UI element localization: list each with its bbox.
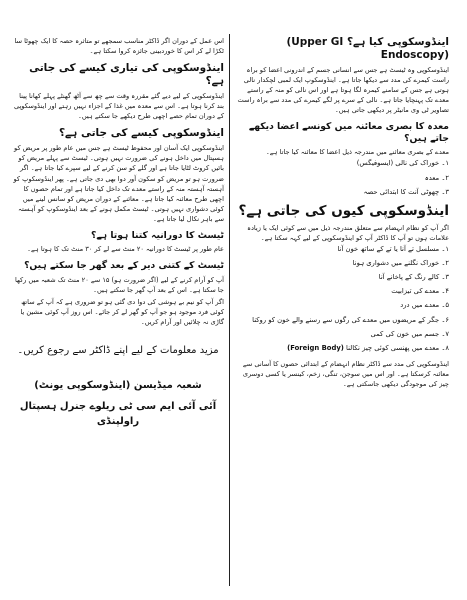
list-item: ۱۔ مسلسل تے آنا یا تے کے ساتھ خون آنا [337, 244, 449, 253]
footer [12, 343, 224, 430]
department-name: شعبہ میڈیسن (اینڈوسکوپی یونٹ) [34, 379, 202, 391]
more-info-text: مزید معلومات کے لیے اپنے ڈاکٹر سے رجوع کریں۔ [17, 344, 219, 356]
foreign-body-urdu: ۸۔ معدے میں پھنسی کوئی چیز نکالنا [346, 343, 449, 352]
column-divider [229, 34, 230, 586]
list-item: ۶۔ جگر کے مریضوں میں معدے کی رگوں سے رسنے والے خون کو روکنا [252, 315, 449, 324]
list-item: ۱۔ خوراک کی نالی (ایسوفیگس) [356, 159, 449, 168]
right-column [237, 36, 449, 391]
list-item: ۵۔ معدے میں درد [400, 301, 449, 310]
why-heading: اینڈوسکوپی کیوں کی جاتی ہے؟ [238, 202, 449, 219]
list-item: ۷۔ جسم میں خون کی کمی [370, 329, 449, 338]
duration-paragraph: عام طور پر ٹیسٹ کا دورانیہ ۲۰ منٹ سے لے کر ۳۰ منٹ تک کا ہوتا ہے۔ [27, 245, 224, 254]
list-item: ۲۔ معدہ [424, 173, 449, 182]
prep-heading: اینڈوسکوپی کی تیاری کیسے کی جاتی ہے؟ [29, 62, 224, 88]
title-urdu: اینڈوسکوپی کیا ہے؟ [346, 36, 449, 48]
organs-heading: معدہ کا بصری معائنہ میں کونسے اعضا دیکھے جاتے ہیں؟ [248, 121, 449, 144]
list-item: ۳۔ چھوٹی آنت کا ابتدائی حصہ [363, 187, 449, 196]
prep-paragraph: اینڈوسکوپی کے لیے دیے گئے مقررہ وقت سے چھ سے آٹھ گھنٹے پہلے کھانا پینا بند کرنا ہوتا ہے۔ اس سے معدہ میں غذا کے اجزاء نہیں رہتے اور اینڈوسکوپی کے دوران تمام حصے اچھی طرح دیکھے جا سکتے ہیں۔ [13, 92, 224, 121]
organs-intro: معدے کے بصری معائنے میں مندرجہ ذیل اعضا کا معائنہ کیا جاتا ہے۔ [265, 148, 449, 157]
how-paragraph: اینڈوسکوپی ایک آسان اور محفوظ ٹیسٹ ہے جس میں عام طور پر مریض کو ہسپتال میں داخل ہونے کی ضرورت نہیں ہوتی۔ ٹیسٹ سے پہلے مریض کو بائیں کروٹ لٹایا جاتا ہے اور گلے کو سن کرنے کے لیے سپرے کیا جاتا ہے۔ اگر ضرورت ہو تو مریض کو سکون آور دوا بھی دی جاتی ہے۔ پھر اینڈوسکوپ کو آہستہ آہستہ منہ کے راستے معدے تک داخل کیا جاتا ہے اور تمام حصوں کا اچھی طرح معائنہ کیا جاتا ہے۔ معائنے کے دوران مریض کو سانس لینے میں کوئی دشواری نہیں ہوتی۔ ٹیسٹ مکمل ہونے کے بعد اینڈوسکوپ کو آہستہ سے باہر نکال لیا جاتا ہے۔ [13, 144, 224, 223]
after-paragraph-1: آپ کو آرام کرنے کے لیے (اگر ضرورت ہو) ۱۵ سے ۲۰ منٹ تک شعبہ میں رکھا جا سکتا ہے۔ اس کے بعد آپ گھر جا سکتے ہیں۔ [14, 275, 224, 294]
why-intro: اگر آپ کو نظام انہضام سے متعلق مندرجہ ذیل میں سے کوئی ایک یا زیادہ علامات ہوں تو آپ کا ڈاکٹر آپ کو اینڈوسکوپی کے لیے کہہ سکتا ہے۔ [247, 223, 449, 242]
biopsy-note: اس عمل کے دوران اگر ڈاکٹر مناسب سمجھے تو متاثرہ حصہ کا ایک چھوٹا سا ٹکڑا لے کر اس کا خوردبینی جائزہ کروا سکتا ہے۔ [14, 37, 224, 56]
organs-list [237, 159, 449, 197]
hospital-name: آئی آئی ایم سی ٹی ریلوے جنرل ہسپتال راولپنڈی [19, 401, 217, 428]
after-paragraph-2: اگر آپ کو نیم بے ہوشی کی دوا دی گئی ہو تو ضروری ہے کہ آپ کے ساتھ کوئی فرد موجود ہو جو آپ کو گھر لے کر جائے۔ اس روز آپ کوئی مشین یا گاڑی نہ چلائیں اور آرام کریں۔ [20, 297, 224, 326]
symptoms-list [237, 245, 449, 353]
intro-paragraph: اینڈوسکوپی وہ ٹیسٹ ہے جس سے انسانی جسم کے اندرونی اعضا کو براہ راست کیمرے کی مدد سے دیکھا جاتا ہے۔ اینڈوسکوپ ایک لمبی لچکدار نالی ہوتی ہے جس کے سامنے کیمرہ لگا ہوتا ہے اور اس نالی کو منہ کے راستے معدے تک پہنچایا جاتا ہے۔ نالی کے سرے پر لگے کیمرے کی مدد سے براہ راست تصاویر ٹی وی مانیٹر پر دیکھی جاتی ہیں۔ [237, 66, 449, 115]
after-heading: ٹیسٹ کے کتنی دیر کے بعد گھر جا سکتے ہیں؟ [24, 260, 224, 272]
title-english: (Upper GI Endoscopy) [286, 36, 449, 62]
list-item: ۳۔ کالے رنگ کے پاخانے آنا [378, 273, 449, 282]
list-item: ۲۔ خوراک نگلنے میں دشواری ہونا [352, 258, 449, 267]
foreign-body-english: (Foreign Body) [287, 343, 344, 352]
how-heading: اینڈوسکوپی کیسے کی جاتی ہے؟ [58, 127, 224, 140]
title-heading [237, 36, 449, 62]
closing-paragraph: اینڈوسکوپی کی مدد سے ڈاکٹر نظام انہضام کے ابتدائی حصوں کا آسانی سے معائنہ کرسکتا ہے۔ اور اس میں سوجن، تنگی، زخم، کینسر یا کسی دوسری چیز کی موجودگی دیکھی جاسکتی ہے۔ [242, 360, 449, 389]
list-item: ۴۔ معدے کی تیزابیت [391, 287, 449, 296]
list-item [237, 344, 449, 353]
left-column [12, 36, 224, 429]
duration-heading: ٹیسٹ کا دورانیہ کتنا ہوتا ہے؟ [91, 229, 224, 241]
